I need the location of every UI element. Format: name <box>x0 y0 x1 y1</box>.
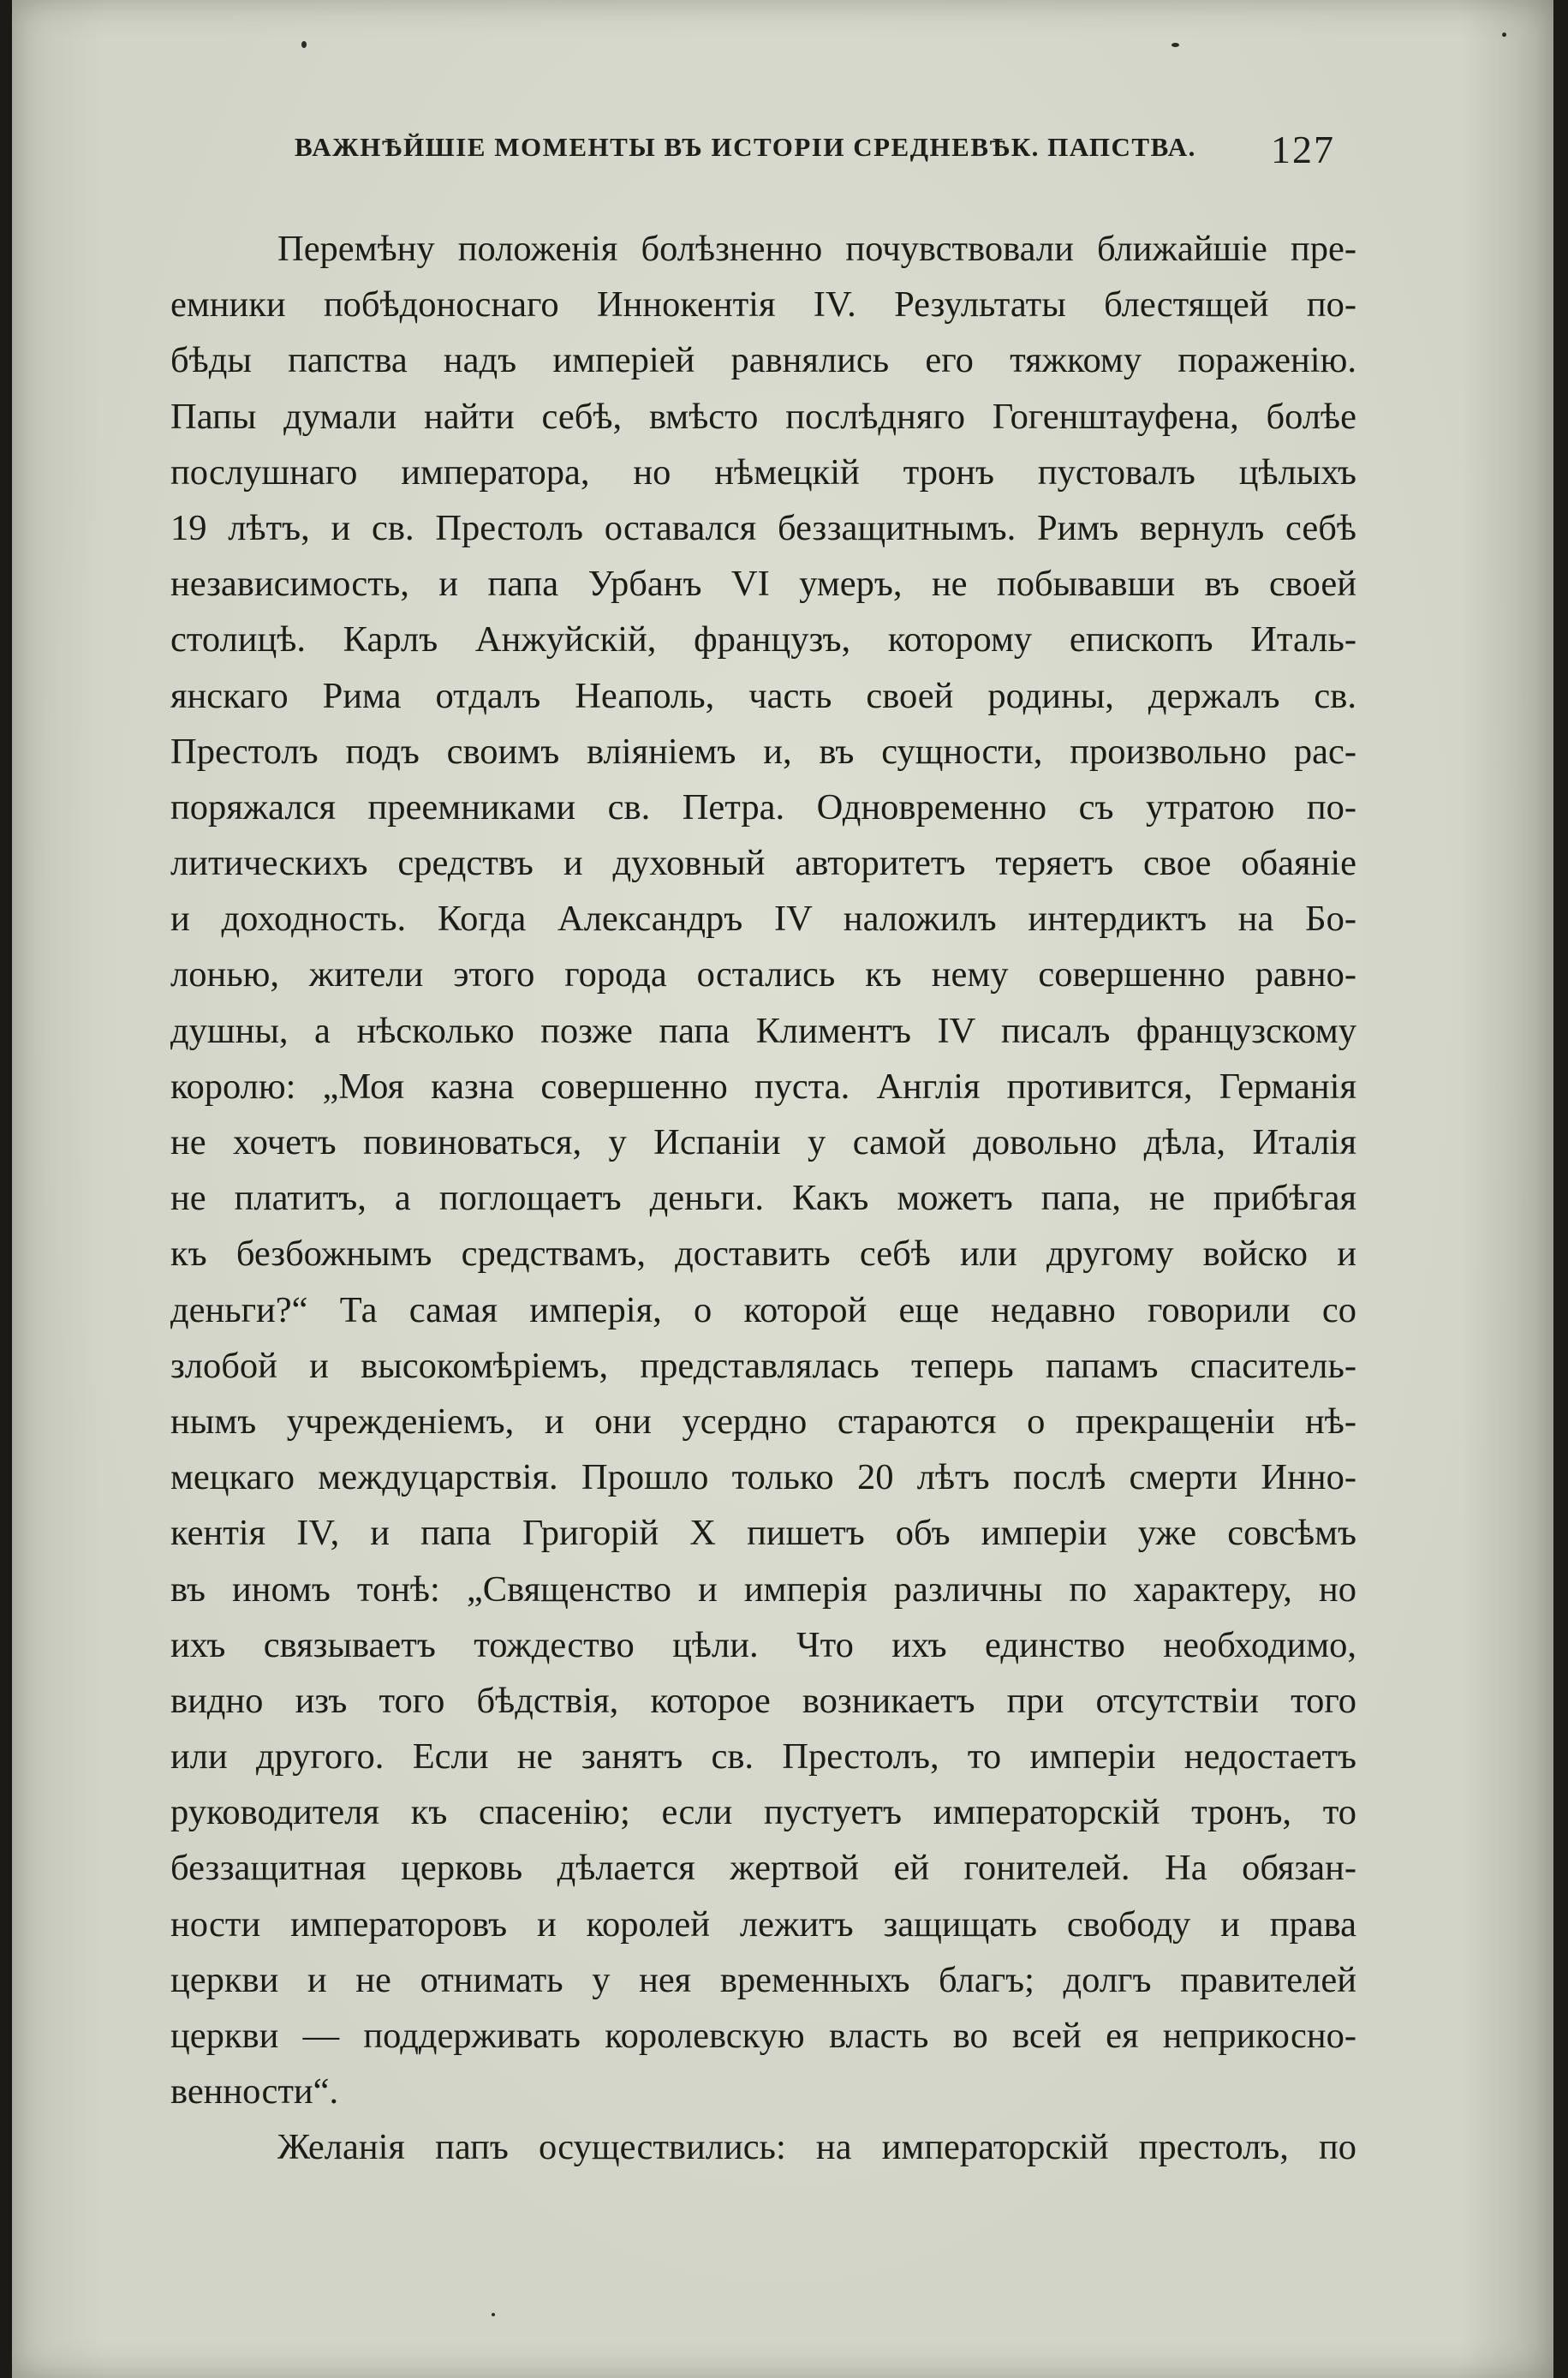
text-line: емники побѣдоноснаго Иннокентія IV. Результаты блестящей по- <box>170 284 1356 326</box>
text-line: и доходность. Когда Александръ IV наложилъ интердиктъ на Бо- <box>170 899 1356 940</box>
paper-speck <box>1172 43 1179 47</box>
paper-speck <box>1502 33 1506 37</box>
page-number: 127 <box>1271 128 1335 171</box>
page-header <box>295 127 1335 178</box>
text-line: литическихъ средствъ и духовный авторитетъ теряетъ свое обаяніе <box>170 843 1356 884</box>
text-line: ихъ связываетъ тождество цѣли. Что ихъ единство необходимо, <box>170 1624 1356 1665</box>
text-line: не хочетъ повиноваться, у Испаніи у самой довольно дѣла, Италія <box>170 1122 1356 1162</box>
text-line: Престолъ подъ своимъ вліяніемъ и, въ сущности, произвольно рас- <box>170 731 1356 772</box>
text-line: не платитъ, а поглощаетъ деньги. Какъ можетъ папа, не прибѣгая <box>170 1178 1356 1219</box>
text-line: бѣды папства надъ имперіей равнялись его тяжкому пораженію. <box>170 340 1356 381</box>
text-line: видно изъ того бѣдствія, которое возникаетъ при отсутствіи того <box>170 1680 1356 1721</box>
text-line: послушнаго императора, но нѣмецкій тронъ пустовалъ цѣлыхъ <box>170 451 1356 493</box>
text-line: беззащитная церковь дѣлается жертвой ей гонителей. На обязан- <box>170 1848 1356 1889</box>
text-line: столицѣ. Карлъ Анжуйскій, французъ, которому епископъ Италь- <box>170 619 1356 660</box>
text-line: мецкаго междуцарствія. Прошло только 20 лѣтъ послѣ смерти Инно- <box>170 1457 1356 1498</box>
text-line: злобой и высокомѣріемъ, представлялась теперь папамъ спаситель- <box>170 1345 1356 1386</box>
text-line: Перемѣну положенія болѣзненно почувствовали ближайшіе пре- <box>277 229 1356 269</box>
paper-speck <box>492 2313 495 2316</box>
text-line: къ безбожнымъ средствамъ, доставить себѣ или другому войско и <box>170 1234 1356 1275</box>
text-line: кентія IV, и папа Григорій X пишетъ объ имперіи уже совсѣмъ <box>170 1513 1356 1554</box>
text-line: лонью, жители этого города остались къ нему совершенно равно- <box>170 954 1356 995</box>
text-line: независимость, и папа Урбанъ VI умеръ, не побывавши въ своей <box>170 564 1356 605</box>
text-line: Папы думали найти себѣ, вмѣсто послѣдняго Гогенштауфена, болѣе <box>170 396 1356 437</box>
text-line: Желанія папъ осуществились: на императорскій престолъ, по <box>277 2127 1356 2168</box>
text-line: 19 лѣтъ, и св. Престолъ оставался беззащитнымъ. Римъ вернулъ себѣ <box>170 507 1356 548</box>
text-line: янскаго Рима отдалъ Неаполь, часть своей родины, держалъ св. <box>170 675 1356 716</box>
text-line: ности императоровъ и королей лежитъ защищать свободу и права <box>170 1903 1356 1945</box>
text-line: въ иномъ тонѣ: „Священство и имперія различны по характеру, но <box>170 1568 1356 1610</box>
text-line: церкви — поддерживать королевскую власть во всей ея неприкосно- <box>170 2016 1356 2056</box>
body-text <box>170 221 1356 2176</box>
text-line: деньги?“ Та самая имперія, о которой еще недавно говорили со <box>170 1289 1356 1330</box>
text-line: поряжался преемниками св. Петра. Одновременно съ утратою по- <box>170 786 1356 828</box>
text-line: венности“. <box>170 2071 339 2112</box>
running-head: ВАЖНѢЙШІЕ МОМЕНТЫ ВЪ ИСТОРІИ СРЕДНЕВѢК. ПАПСТВА. <box>295 132 1196 162</box>
text-line: нымъ учрежденіемъ, и они усердно стараются о прекращеніи нѣ- <box>170 1401 1356 1442</box>
text-line: душны, а нѣсколько позже папа Климентъ IV писалъ французскому <box>170 1010 1356 1051</box>
text-line: руководителя къ спасенію; если пустуетъ императорскій тронъ, то <box>170 1792 1356 1833</box>
text-line: или другого. Если не занятъ св. Престолъ, то имперіи недостаетъ <box>170 1736 1356 1778</box>
paper-speck <box>301 41 307 48</box>
text-line: церкви и не отнимать у нея временныхъ благъ; долгъ правителей <box>170 1959 1356 2000</box>
book-page <box>12 0 1553 2378</box>
text-line: королю: „Моя казна совершенно пуста. Англія противится, Германія <box>170 1066 1356 1107</box>
